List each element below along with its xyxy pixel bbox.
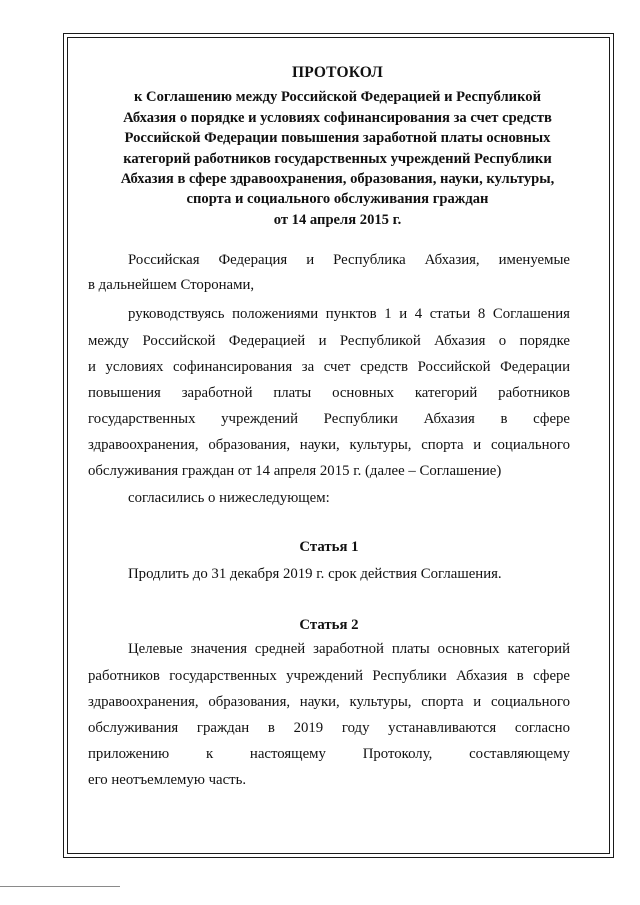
article-2-line: приложению к настоящему Протоколу, составляющему <box>88 746 570 762</box>
article-2-heading: Статья 2 <box>299 617 359 633</box>
guided-line: руководствуясь положениями пунктов 1 и 4 статьи 8 Соглашения <box>128 306 570 322</box>
subtitle-line: Абхазия о порядке и условиях софинансирования за счет средств <box>123 109 552 126</box>
intro-line: Российская Федерация и Республика Абхазия, именуемые <box>128 252 570 268</box>
subtitle-line: Российской Федерации повышения заработной платы основных <box>124 130 551 147</box>
guided-line: здравоохранения, образования, науки, культуры, спорта и социального <box>88 437 570 453</box>
subtitle-line: категорий работников государственных учреждений Республики <box>123 150 552 167</box>
intro-line: в дальнейшем Сторонами, <box>88 277 255 293</box>
article-2-line: здравоохранения, образования, науки, культуры, спорта и социального <box>88 694 570 710</box>
document-title: ПРОТОКОЛ <box>292 64 383 81</box>
article-1-heading: Статья 1 <box>299 539 359 555</box>
scan-edge-line <box>0 886 120 887</box>
document-date: от 14 апреля 2015 г. <box>273 211 402 228</box>
guided-line: государственных учреждений Республики Абхазия в сфере <box>88 411 570 427</box>
subtitle-line: к Соглашению между Российской Федерацией и Республикой <box>134 89 541 106</box>
article-1-text: Продлить до 31 декабря 2019 г. срок действия Соглашения. <box>128 566 502 582</box>
guided-line: обслуживания граждан от 14 апреля 2015 г. (далее – Соглашение) <box>88 463 502 479</box>
guided-line: повышения заработной платы основных категорий работников <box>88 385 570 401</box>
guided-line: между Российской Федерацией и Республикой Абхазия о порядке <box>88 333 570 349</box>
article-2-line: обслуживания граждан в 2019 году устанавливаются согласно <box>88 720 570 736</box>
subtitle-line: Абхазия в сфере здравоохранения, образования, науки, культуры, <box>120 171 555 188</box>
agreed-line: согласились о нижеследующем: <box>128 490 330 506</box>
guided-line: и условиях софинансирования за счет средств Российской Федерации <box>88 359 570 375</box>
article-2-line: работников государственных учреждений Республики Абхазия в сфере <box>88 668 570 684</box>
subtitle-line: спорта и социального обслуживания граждан <box>186 191 489 208</box>
article-2-line: его неотъемлемую часть. <box>88 772 247 788</box>
article-2-line: Целевые значения средней заработной платы основных категорий <box>128 641 570 657</box>
document-header <box>85 63 590 230</box>
